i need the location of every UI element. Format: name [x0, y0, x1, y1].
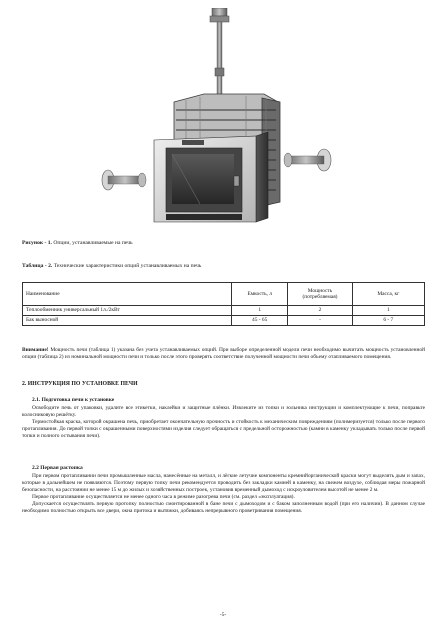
table-label: Таблица - 2.	[22, 263, 53, 269]
warning-text: Мощность печи (таблица 1) указана без учета устанавливаемых опций. При выборе определенной модели печи необходимо вычитать мощность установленной опции (таблица 2) из номинальной мощности печи и только после этого проверять соответствие полученной мощности печи объему отапливаемого помещения.	[22, 347, 425, 361]
warning-label: Внимание!	[22, 347, 49, 353]
chimney-heat-exchanger	[210, 8, 229, 94]
paragraph: Освободите печь от упаковки, удалите все этикетки, наклейки и защитные плёнки. Извлеките из топки и зольника инструкции и комплектующие к печи, поправьте колосниковую решётку.	[22, 405, 425, 419]
right-bracket-option	[284, 149, 331, 171]
cell-capacity: 45 - 65	[232, 316, 288, 326]
subsection-body-first-fire	[22, 473, 425, 516]
paragraph: Первое протапливание осуществляется не менее одного часа в режиме разогрева печи (см. раздел «эксплуатация).	[32, 494, 295, 501]
subsection-title-first-fire: 2.2 Первая растопка	[32, 465, 83, 471]
paragraph: При первом протапливании печи промышленные масла, нанесённые на металл, и лёгкие летучие компоненты кремнийорганической краски могут выделять дым и запах, которые в дальнейшем не появляются. Поэтому первую топку печи рекомендуется проводить без закладки камней в каменку, на свежем воздухе, соблюдая меры пожарной безопасности, на расстоянии не менее 15 м до жилых и хозяйственных построек, установив временный дымоход с искроуловителем высотой не менее 2 м.	[22, 473, 425, 494]
header-name: Наименование	[23, 283, 232, 306]
figure-label: Рисунок - 1.	[22, 240, 52, 246]
table-caption-text: Технические характеристики опций устанавливаемых на печь	[52, 263, 202, 269]
cell-name: Теплообменник универсальный 1л./2кВт	[23, 306, 232, 316]
options-table	[22, 282, 425, 326]
figure-text: Опции, устанавливаемые на печь	[51, 240, 133, 246]
paragraph: Допускается осуществлять первую протопку полностью смонтированной в бане печи с дымоходом и с баком заполненным водой (при его наличии). В данном случае необходимо полностью открыть все двери, окна притока и вытяжки, добиваясь непрерывного проветривания помещения.	[22, 501, 425, 515]
cell-mass: 6 - 7	[352, 316, 424, 326]
subsection-body-prep	[22, 405, 425, 440]
subsection-title-prep: 2.1. Подготовка печи к установке	[32, 397, 115, 403]
table-header-row	[23, 283, 425, 306]
section-title: 2. ИНСТРУКЦИЯ ПО УСТАНОВКЕ ПЕЧИ	[22, 381, 138, 387]
cell-name: Бак выносной	[23, 316, 232, 326]
table-row	[23, 306, 425, 316]
left-bracket-option	[102, 170, 146, 190]
cell-power: 2	[288, 306, 352, 316]
warning-paragraph	[22, 347, 425, 361]
header-power: Мощность (потребляемая)	[288, 283, 352, 306]
header-mass: Масса, кг	[352, 283, 424, 306]
stove-body	[154, 132, 268, 222]
page-number: -5-	[219, 612, 227, 618]
stove-illustration	[96, 8, 346, 240]
header-capacity: Емкость, л	[232, 283, 288, 306]
paragraph: Термостойкая краска, которой окрашена печь, приобретает окончательную прочность и стойкость к механическим повреждениям (полимеризуется) только после первого протапливания. До первой топки с окрашенными поверхностями изделия следует обращаться с предельной осторожностью (камни в каменку укладывать только после первой топки и полного остывания печи).	[22, 419, 425, 440]
table-row	[23, 316, 425, 326]
cell-mass: 1	[352, 306, 424, 316]
cell-capacity: 1	[232, 306, 288, 316]
figure-caption	[22, 240, 133, 247]
table-caption	[22, 263, 201, 270]
cell-power: -	[288, 316, 352, 326]
